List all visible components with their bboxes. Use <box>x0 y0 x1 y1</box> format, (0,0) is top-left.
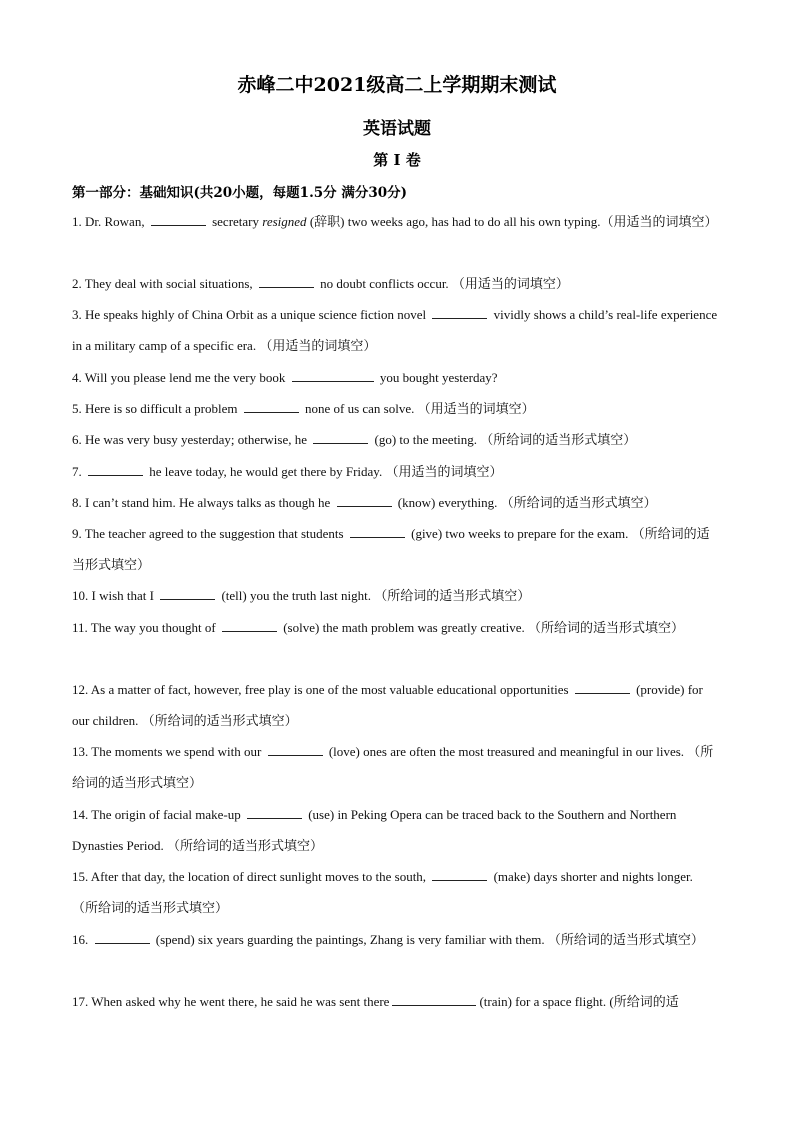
question-13: 13. The moments we spend with our (love) ones are often the most treasured and meaningful in our lives. （所给词的适当形式填空） <box>72 744 714 790</box>
answer-blank[interactable] <box>432 868 487 881</box>
answer-blank[interactable] <box>88 463 143 476</box>
answer-blank[interactable] <box>350 525 405 538</box>
question-6: 6. He was very busy yesterday; otherwise, he (go) to the meeting. （所给词的适当形式填空） <box>72 432 637 447</box>
answer-blank[interactable] <box>222 619 277 632</box>
question-14: 14. The origin of facial make-up (use) in Peking Opera can be traced back to the Southern and Northern Dynasties Period. （所给词的适当形式填空） <box>72 807 677 853</box>
answer-blank[interactable] <box>313 431 368 444</box>
answer-blank[interactable] <box>160 587 215 600</box>
question-4: 4. Will you please lend me the very book you bought yesterday? <box>72 370 498 385</box>
answer-blank[interactable] <box>575 681 630 694</box>
answer-blank[interactable] <box>151 213 206 226</box>
exam-volume: 第 I 卷 <box>373 151 421 169</box>
question-12: 12. As a matter of fact, however, free play is one of the most valuable educational opportunities (provide) for our children. （所给词的适当形式填空） <box>72 682 703 728</box>
question-7: 7. he leave today, he would get there by Friday. （用适当的词填空） <box>72 464 503 479</box>
answer-blank[interactable] <box>259 275 314 288</box>
answer-blank[interactable] <box>337 494 392 507</box>
question-5: 5. Here is so difficult a problem none of us can solve. （用适当的词填空） <box>72 401 535 416</box>
answer-blank[interactable] <box>244 400 299 413</box>
answer-blank[interactable] <box>247 806 302 819</box>
question-11: 11. The way you thought of (solve) the math problem was greatly creative. （所给词的适当形式填空） <box>72 620 684 635</box>
question-10: 10. I wish that I (tell) you the truth last night. （所给词的适当形式填空） <box>72 588 531 603</box>
section-title: 第一部分：基础知识(共20小题，每题1.5分 满分30分) <box>72 185 408 201</box>
question-3: 3. He speaks highly of China Orbit as a unique science fiction novel vividly shows a child’s real-life experience in a military camp of a specific era. （用适当的词填空） <box>72 307 718 353</box>
answer-blank[interactable] <box>392 993 476 1006</box>
question-2: 2. They deal with social situations, no doubt conflicts occur. （用适当的词填空） <box>72 276 569 291</box>
question-15: 15. After that day, the location of direct sunlight moves to the south, (make) days shorter and nights longer. （所给词的适当形式填空） <box>72 869 693 915</box>
exam-subject: 英语试题 <box>363 119 431 139</box>
question-16: 16. (spend) six years guarding the paintings, Zhang is very familiar with them. （所给词的适当形式填空） <box>72 932 704 947</box>
answer-blank[interactable] <box>268 743 323 756</box>
answer-blank[interactable] <box>432 306 487 319</box>
exam-title: 赤峰二中2021级高二上学期期末测试 <box>237 74 557 96</box>
question-17: 17. When asked why he went there, he said he was sent there (train) for a space flight. (所给词的适 <box>72 994 679 1009</box>
question-9: 9. The teacher agreed to the suggestion that students (give) two weeks to prepare for the exam. （所给词的适当形式填空） <box>72 526 710 572</box>
answer-blank[interactable] <box>95 931 150 944</box>
answer-blank[interactable] <box>292 369 374 382</box>
question-1: 1. Dr. Rowan, secretary resigned (辞职) two weeks ago, has had to do all his own typing.（用适当的词填空） <box>72 214 718 229</box>
question-8: 8. I can’t stand him. He always talks as though he (know) everything. （所给词的适当形式填空） <box>72 495 657 510</box>
